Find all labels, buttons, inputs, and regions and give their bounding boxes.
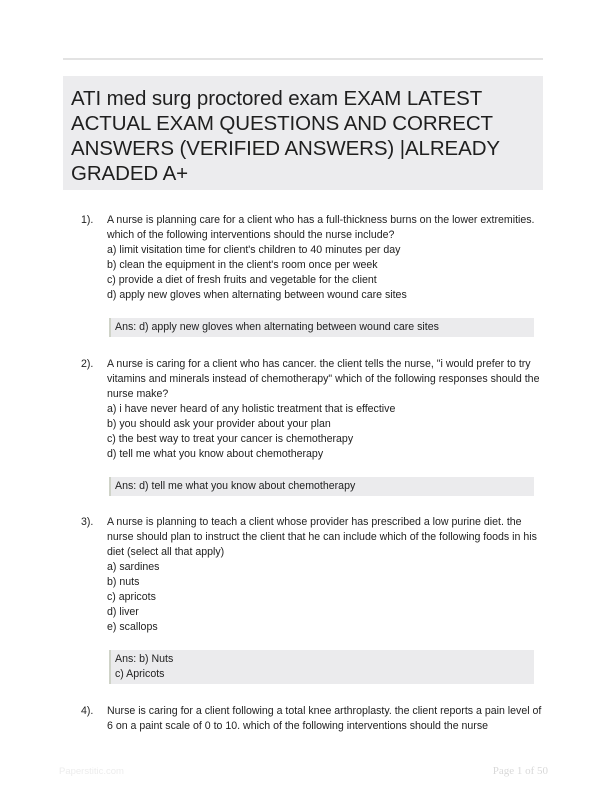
option-d: d) apply new gloves when alternating between wound care sites	[107, 289, 407, 301]
option-e: e) scallops	[107, 621, 158, 633]
question-body	[107, 515, 543, 635]
top-divider	[63, 58, 543, 60]
answer-text: Ans: b) Nuts	[115, 653, 174, 665]
option-d: d) liver	[107, 606, 139, 618]
option-c: c) provide a diet of fresh fruits and vegetable for the client	[107, 274, 377, 286]
option-c: c) the best way to treat your cancer is chemotherapy	[107, 433, 354, 445]
question-body	[107, 213, 543, 303]
question-stem: Nurse is caring for a client following a total knee arthroplasty. the client reports a pain level of 6 on a paint scale of 0 to 10. which of the following interventions should the nurse	[107, 705, 542, 732]
question-stem: A nurse is caring for a client who has cancer. the client tells the nurse, "i would prefer to try vitamins and minerals instead of chemotherapy" which of the following responses should the nurse make?	[107, 358, 540, 400]
question-4	[63, 704, 543, 734]
answer-text: c) Apricots	[115, 668, 165, 680]
question-number: 3).	[81, 516, 94, 528]
question-2	[63, 357, 543, 496]
option-b: b) nuts	[107, 576, 140, 588]
question-number: 1).	[81, 214, 94, 226]
question-1	[63, 213, 543, 337]
title-banner	[63, 76, 543, 190]
answer-text: Ans: d) tell me what you know about chemotherapy	[115, 480, 356, 492]
answer-box	[109, 477, 534, 496]
question-stem: A nurse is planning care for a client who has a full-thickness burns on the lower extremities. which of the following interventions should the nurse include?	[107, 214, 535, 241]
question-body	[107, 357, 543, 462]
document-title: ATI med surg proctored exam EXAM LATEST ACTUAL EXAM QUESTIONS AND CORRECT ANSWERS (VERIFIED ANSWERS) |ALREADY GRADED A+	[71, 87, 500, 185]
answer-box	[109, 650, 534, 684]
footer-site-watermark: Paperstitic.com	[59, 766, 124, 777]
option-c: c) apricots	[107, 591, 156, 603]
option-b: b) you should ask your provider about your plan	[107, 418, 331, 430]
option-d: d) tell me what you know about chemotherapy	[107, 448, 324, 460]
option-a: a) i have never heard of any holistic treatment that is effective	[107, 403, 396, 415]
question-number: 4).	[81, 705, 94, 717]
answer-box	[109, 318, 534, 337]
option-a: a) limit visitation time for client's children to 40 minutes per day	[107, 244, 401, 256]
question-stem: A nurse is planning to teach a client whose provider has prescribed a low purine diet. the nurse should plan to instruct the client that he can include which of the following foods in his diet (select all that apply)	[107, 516, 537, 558]
answer-text: Ans: d) apply new gloves when alternating between wound care sites	[115, 321, 439, 333]
question-body	[107, 704, 543, 734]
question-number: 2).	[81, 358, 94, 370]
question-3	[63, 515, 543, 684]
option-b: b) clean the equipment in the client's room once per week	[107, 259, 378, 271]
option-a: a) sardines	[107, 561, 160, 573]
page-number: Page 1 of 50	[492, 765, 548, 777]
